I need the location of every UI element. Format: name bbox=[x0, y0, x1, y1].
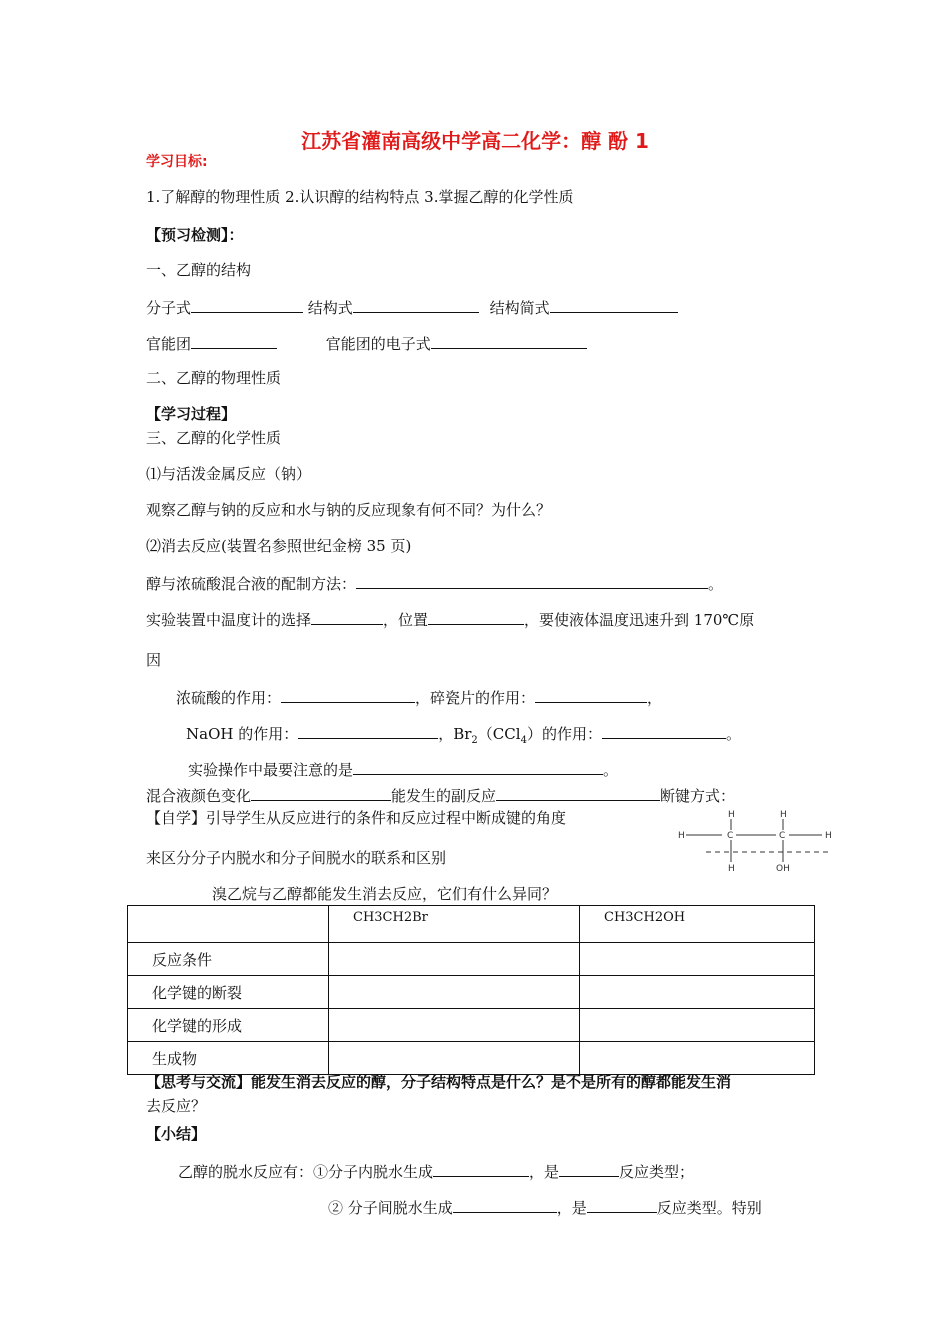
thermometer-choice-blank[interactable] bbox=[311, 608, 383, 625]
table-cell[interactable] bbox=[580, 1009, 815, 1042]
bond-breaking-structure-diagram bbox=[672, 806, 842, 874]
intermolecular-type-blank[interactable] bbox=[587, 1196, 657, 1213]
thermometer-line-end: 因 bbox=[146, 651, 162, 669]
electron-formula-blank[interactable] bbox=[431, 332, 587, 349]
table-row bbox=[128, 1009, 815, 1042]
page-title: 江苏省灌南高级中学高二化学：醇 酚 1 bbox=[301, 129, 649, 153]
functional-group-line bbox=[146, 332, 587, 354]
intramolecular-product-blank[interactable] bbox=[433, 1160, 529, 1177]
naoh-blank[interactable] bbox=[298, 722, 438, 739]
simple-formula-label: 结构简式 bbox=[489, 299, 550, 317]
intermolecular-product-blank[interactable] bbox=[453, 1196, 557, 1213]
br2-blank[interactable] bbox=[602, 722, 726, 739]
row-label: 化学键的断裂 bbox=[128, 976, 329, 1009]
table-header-row bbox=[128, 906, 815, 943]
thermometer-line: 实验装置中温度计的选择 ，位置 ，要使液体温度迅速升到 170℃原 bbox=[146, 608, 754, 630]
summary-line-1: 乙醇的脱水反应有：①分子内脱水生成 ，是 反应类型； bbox=[178, 1160, 694, 1182]
sulfuric-acid-blank[interactable] bbox=[281, 686, 415, 703]
table-row bbox=[128, 1042, 815, 1075]
question-1: 观察乙醇与钠的反应和水与钠的反应现象有何不同？为什么？ bbox=[146, 501, 552, 519]
caution-line: 实验操作中最要注意的是 。 bbox=[188, 758, 618, 780]
formula-blank[interactable] bbox=[191, 296, 303, 313]
func-group-label: 官能团 bbox=[146, 335, 192, 353]
caution-blank[interactable] bbox=[353, 758, 603, 775]
mixing-label: 醇与浓硫酸混合液的配制方法： bbox=[146, 575, 357, 593]
comparison-table bbox=[127, 905, 815, 1075]
thermometer-position-blank[interactable] bbox=[428, 608, 524, 625]
naoh-line: NaOH 的作用： ，$Br_2(CCl_4)$的作用： 。 bbox=[186, 722, 741, 751]
table-header-cell: CH3CH2OH bbox=[580, 906, 815, 943]
side-reaction-blank[interactable] bbox=[496, 784, 660, 801]
simple-formula-blank[interactable] bbox=[550, 296, 678, 313]
diagram-h-right: H bbox=[825, 831, 832, 841]
porcelain-blank[interactable] bbox=[535, 686, 647, 703]
table-header-cell bbox=[128, 906, 329, 943]
think-exchange-line-1: 【思考与交流】能发生消去反应的醇，分子结构特点是什么？是不是所有的醇都能发生消 bbox=[146, 1073, 732, 1091]
func-group-blank[interactable] bbox=[191, 332, 277, 349]
structural-blank[interactable] bbox=[353, 296, 479, 313]
process-heading: 【学习过程】 bbox=[146, 405, 237, 423]
electron-formula-label: 官能团的电子式 bbox=[325, 335, 431, 353]
formula-label: 分子式 bbox=[146, 299, 192, 317]
mixing-blank[interactable] bbox=[356, 572, 708, 589]
sulfuric-acid-line: 浓硫酸的作用： ，碎瓷片的作用： ， bbox=[176, 686, 662, 708]
self-study-line-2: 来区分分子内脱水和分子间脱水的联系和区别 bbox=[146, 849, 447, 867]
structure-line bbox=[146, 296, 678, 318]
objectives-label: 学习目标: bbox=[146, 154, 208, 170]
section-2-heading: 二、乙醇的物理性质 bbox=[146, 369, 282, 387]
item-2: ⑵消去反应(装置名参照世纪金榜 35 页) bbox=[146, 537, 412, 555]
row-label: 生成物 bbox=[128, 1042, 329, 1075]
row-label: 化学键的形成 bbox=[128, 1009, 329, 1042]
self-study-line-1: 【自学】引导学生从反应进行的条件和反应过程中断成键的角度 bbox=[146, 809, 567, 827]
row-label: 反应条件 bbox=[128, 943, 329, 976]
item-1: ⑴与活泼金属反应（钠） bbox=[146, 465, 312, 483]
diagram-h-bottom: H bbox=[728, 864, 735, 874]
table-cell[interactable] bbox=[580, 976, 815, 1009]
table-cell[interactable] bbox=[329, 943, 580, 976]
color-change-blank[interactable] bbox=[251, 784, 391, 801]
table-header-cell: CH3CH2Br bbox=[329, 906, 580, 943]
mixing-line: 醇与浓硫酸混合液的配制方法： 。 bbox=[146, 572, 723, 594]
objectives-text: 1.了解醇的物理性质 2.认识醇的结构特点 3.掌握乙醇的化学性质 bbox=[146, 188, 574, 206]
diagram-h-left: H bbox=[678, 831, 685, 841]
section-3-heading: 三、乙醇的化学性质 bbox=[146, 429, 282, 447]
comparison-question: 溴乙烷与乙醇都能发生消去反应，它们有什么异同？ bbox=[212, 885, 558, 903]
preview-heading: 【预习检测】： bbox=[146, 226, 244, 244]
diagram-carbon-1: C bbox=[727, 831, 734, 841]
table-cell[interactable] bbox=[329, 1009, 580, 1042]
summary-heading: 【小结】 bbox=[146, 1125, 207, 1143]
section-1-heading: 一、乙醇的结构 bbox=[146, 261, 252, 279]
table-cell[interactable] bbox=[580, 1042, 815, 1075]
table-cell[interactable] bbox=[329, 976, 580, 1009]
diagram-carbon-2: C bbox=[779, 831, 786, 841]
intramolecular-type-blank[interactable] bbox=[559, 1160, 619, 1177]
table-cell[interactable] bbox=[329, 1042, 580, 1075]
table-row bbox=[128, 943, 815, 976]
table-cell[interactable] bbox=[580, 943, 815, 976]
color-change-line: 混合液颜色变化 能发生的副反应 断键方式： bbox=[146, 784, 735, 806]
think-exchange-line-2: 去反应？ bbox=[146, 1097, 207, 1115]
diagram-h-top-right: H bbox=[780, 810, 787, 820]
diagram-oh: OH bbox=[776, 864, 790, 874]
summary-line-2: ② 分子间脱水生成 ，是 反应类型。特别 bbox=[328, 1196, 762, 1218]
table-row bbox=[128, 976, 815, 1009]
structural-label: 结构式 bbox=[307, 299, 353, 317]
diagram-h-top-left: H bbox=[728, 810, 735, 820]
